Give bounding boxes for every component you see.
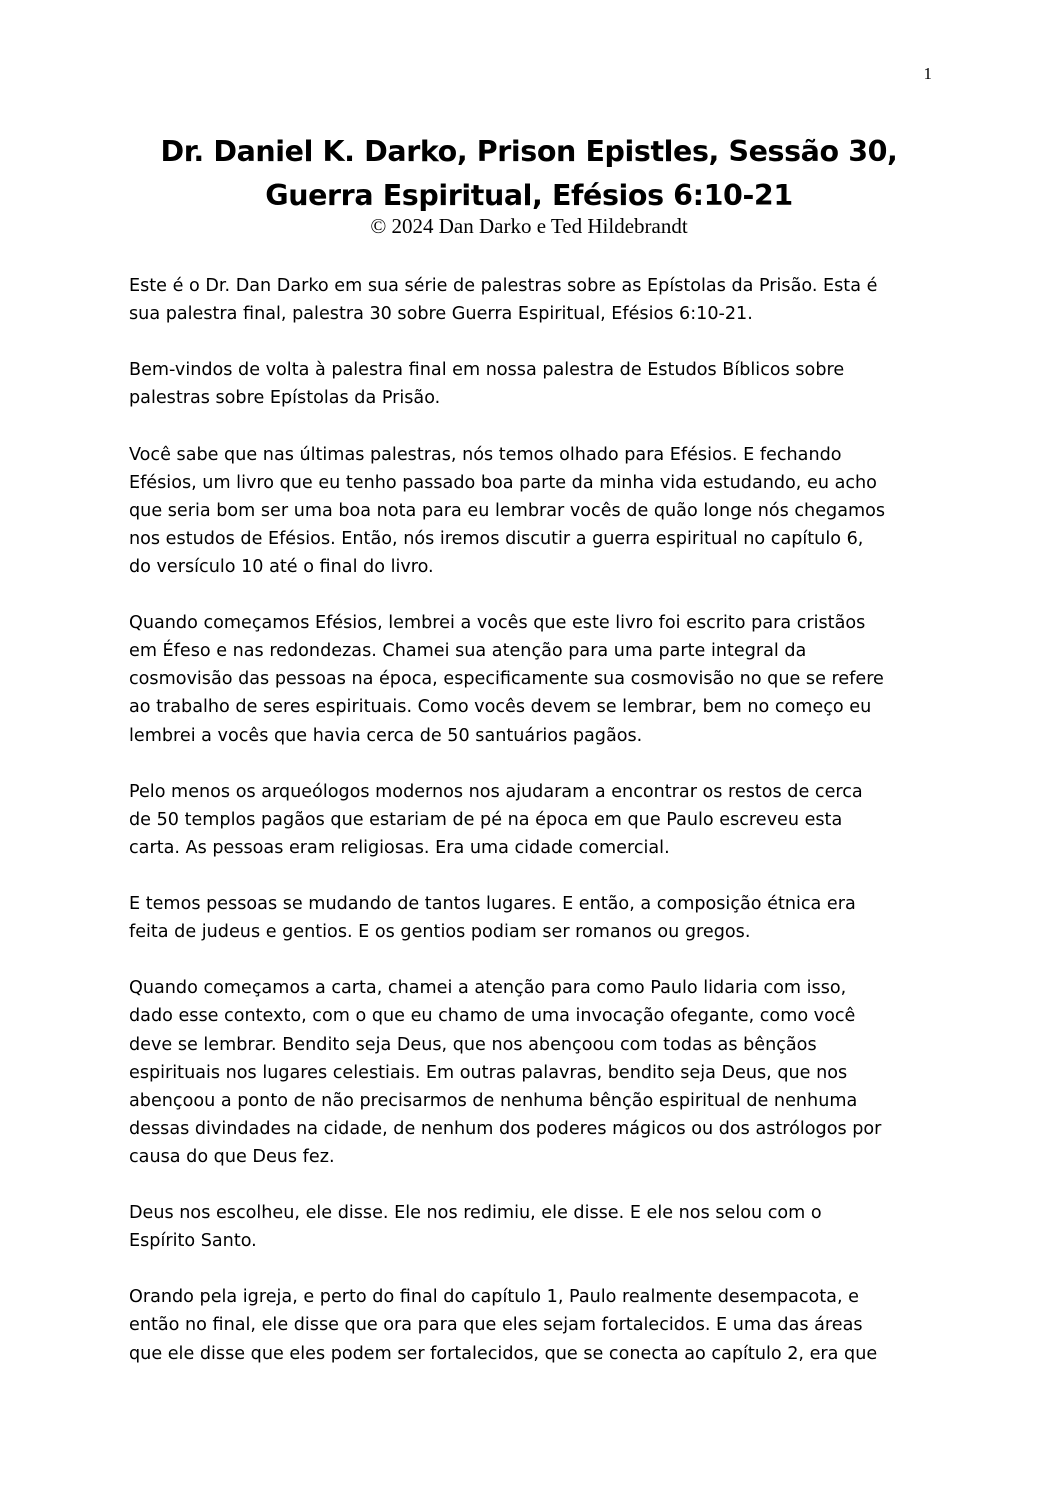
body-paragraph bbox=[129, 272, 929, 328]
paragraph-line: Quando começamos Efésios, lembrei a vocês que este livro foi escrito para cristãos bbox=[129, 613, 866, 634]
paragraph-line: Orando pela igreja, e perto do final do capítulo 1, Paulo realmente desempacota, e bbox=[129, 1287, 859, 1308]
paragraph-line: então no final, ele disse que ora para que eles sejam fortalecidos. E uma das áreas bbox=[129, 1315, 863, 1336]
paragraph-line: nos estudos de Efésios. Então, nós iremos discutir a guerra espiritual no capítulo 6, bbox=[129, 528, 864, 549]
body-paragraph bbox=[129, 356, 929, 412]
paragraph-line: dessas divindades na cidade, de nenhum dos poderes mágicos ou dos astrólogos por bbox=[129, 1118, 882, 1139]
body-paragraph bbox=[129, 441, 929, 581]
document-body bbox=[129, 272, 929, 1396]
paragraph-line: palestras sobre Epístolas da Prisão. bbox=[129, 388, 441, 409]
body-paragraph bbox=[129, 778, 929, 862]
paragraph-line: Este é o Dr. Dan Darko em sua série de palestras sobre as Epístolas da Prisão. Esta é bbox=[129, 276, 878, 296]
paragraph-line: espirituais nos lugares celestiais. Em outras palavras, bendito seja Deus, que nos bbox=[129, 1062, 848, 1083]
document-title-line-2: Guerra Espiritual, Efésios 6:10-21 bbox=[265, 179, 793, 212]
paragraph-line: Deus nos escolheu, ele disse. Ele nos redimiu, ele disse. E ele nos selou com o bbox=[129, 1203, 822, 1224]
paragraph-line: de 50 templos pagãos que estariam de pé na época em que Paulo escreveu esta bbox=[129, 809, 843, 830]
page-number: 1 bbox=[923, 64, 932, 83]
paragraph-line: que ele disse que eles podem ser fortalecidos, que se conecta ao capítulo 2, era que bbox=[129, 1343, 878, 1364]
paragraph-line: E temos pessoas se mudando de tantos lugares. E então, a composição étnica era bbox=[129, 894, 856, 915]
paragraph-line: Bem-vindos de volta à palestra final em nossa palestra de Estudos Bíblicos sobre bbox=[129, 360, 845, 381]
paragraph-line: deve se lembrar. Bendito seja Deus, que nos abençoou com todas as bênçãos bbox=[129, 1034, 817, 1055]
paragraph-line: lembrei a vocês que havia cerca de 50 santuários pagãos. bbox=[129, 725, 643, 746]
paragraph-line: sua palestra final, palestra 30 sobre Guerra Espiritual, Efésios 6:10-21. bbox=[129, 304, 753, 325]
paragraph-line: abençoou a ponto de não precisarmos de nenhuma bênção espiritual de nenhuma bbox=[129, 1090, 858, 1111]
paragraph-line: causa do que Deus fez. bbox=[129, 1146, 335, 1167]
paragraph-line: Pelo menos os arqueólogos modernos nos ajudaram a encontrar os restos de cerca bbox=[129, 781, 863, 802]
paragraph-line: carta. As pessoas eram religiosas. Era uma cidade comercial. bbox=[129, 837, 670, 858]
body-paragraph bbox=[129, 1199, 929, 1255]
paragraph-line: em Éfeso e nas redondezas. Chamei sua atenção para uma parte integral da bbox=[129, 641, 807, 662]
paragraph-line: Espírito Santo. bbox=[129, 1231, 257, 1252]
paragraph-line: Quando começamos a carta, chamei a atenção para como Paulo lidaria com isso, bbox=[129, 978, 847, 999]
paragraph-line: do versículo 10 até o final do livro. bbox=[129, 556, 434, 577]
paragraph-line: feita de judeus e gentios. E os gentios podiam ser romanos ou gregos. bbox=[129, 922, 751, 943]
document-header bbox=[0, 130, 1058, 238]
paragraph-line: ao trabalho de seres espirituais. Como vocês devem se lembrar, bem no começo eu bbox=[129, 697, 872, 718]
body-paragraph bbox=[129, 974, 929, 1171]
paragraph-line: Você sabe que nas últimas palestras, nós temos olhado para Efésios. E fechando bbox=[129, 444, 842, 465]
body-paragraph bbox=[129, 890, 929, 946]
body-paragraph bbox=[129, 1283, 929, 1367]
paragraph-line: cosmovisão das pessoas na época, especificamente sua cosmovisão no que se refere bbox=[129, 669, 884, 690]
body-paragraph bbox=[129, 609, 929, 749]
paragraph-line: que seria bom ser uma boa nota para eu lembrar vocês de quão longe nós chegamos bbox=[129, 500, 886, 521]
document-title-line-1: Dr. Daniel K. Darko, Prison Epistles, Sessão 30, bbox=[160, 135, 898, 168]
copyright-notice: © 2024 Dan Darko e Ted Hildebrandt bbox=[370, 214, 688, 238]
paragraph-line: Efésios, um livro que eu tenho passado boa parte da minha vida estudando, eu acho bbox=[129, 472, 877, 493]
paragraph-line: dado esse contexto, com o que eu chamo de uma invocação ofegante, como você bbox=[129, 1006, 856, 1027]
